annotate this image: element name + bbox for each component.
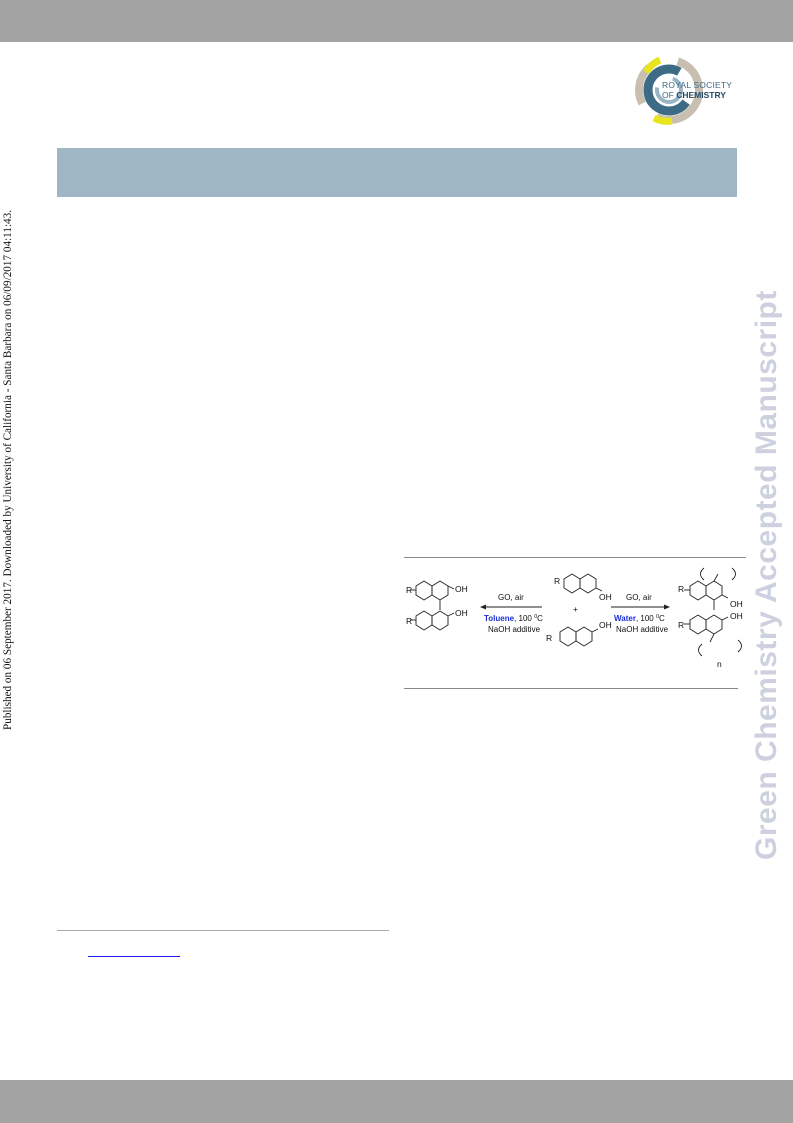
left-product-oh-top: OH xyxy=(455,584,468,594)
left-conditions-temp: , 100 xyxy=(514,614,535,623)
right-product-r-bottom: R xyxy=(678,620,685,630)
right-arrowhead xyxy=(664,605,670,610)
logo-text-bold: CHEMISTRY xyxy=(676,90,726,100)
rsc-logo xyxy=(632,50,744,128)
right-conditions-temp-sup: 0 xyxy=(655,614,660,620)
logo-text-line1: ROYAL SOCIETY xyxy=(662,80,733,90)
reactant-plus: + xyxy=(573,604,578,614)
logo-text-line2 xyxy=(662,90,726,100)
left-conditions-solvent-line xyxy=(484,614,543,623)
top-bar xyxy=(0,0,793,42)
left-conditions-additive: NaOH additive xyxy=(488,625,541,634)
left-product-r-top: R xyxy=(406,585,413,595)
right-conditions-additive: NaOH additive xyxy=(616,625,669,634)
left-conditions-reagents: GO, air xyxy=(498,593,524,602)
left-conditions-temp-sup: 0 xyxy=(534,614,538,620)
footnote-link-underline[interactable] xyxy=(88,956,180,957)
scheme-bottom-rule xyxy=(404,688,738,689)
right-conditions-solvent-line xyxy=(614,614,665,623)
left-product-oh-bottom: OH xyxy=(455,608,468,618)
left-product-r-bottom: R xyxy=(406,616,413,626)
reactant-structure xyxy=(560,574,602,646)
right-conditions-solvent: Water xyxy=(614,614,636,623)
reactant-oh-top: OH xyxy=(599,592,612,602)
left-arrowhead xyxy=(480,605,486,610)
right-product-oh-top: OH xyxy=(730,599,743,609)
reaction-scheme-drawing xyxy=(404,560,746,686)
header-banner xyxy=(57,148,737,197)
reactant-r-bottom: R xyxy=(546,633,553,643)
download-notice: Published on 06 September 2017. Downloaded by University of California - Santa Barbara on 06/09/2017 04:11:43. xyxy=(2,209,14,730)
accepted-manuscript-watermark: Green Chemistry Accepted Manuscript xyxy=(750,290,783,860)
right-conditions-temp: , 100 xyxy=(635,614,656,623)
reaction-scheme xyxy=(404,560,746,686)
right-product-n: n xyxy=(717,659,722,669)
right-product-oh-bottom: OH xyxy=(730,611,743,621)
left-product-structure xyxy=(410,581,454,630)
reactant-r-top: R xyxy=(554,576,561,586)
footnote-rule xyxy=(57,930,389,931)
right-conditions-temp-unit: C xyxy=(659,614,665,623)
reactant-oh-bottom: OH xyxy=(599,620,612,630)
scheme-top-rule xyxy=(404,557,746,558)
right-conditions-reagents: GO, air xyxy=(626,593,652,602)
right-product-r-top: R xyxy=(678,584,685,594)
left-conditions-temp-unit: C xyxy=(537,614,543,623)
bottom-bar xyxy=(0,1080,793,1123)
logo-text-prefix: OF xyxy=(662,90,674,100)
left-conditions-solvent: Toluene xyxy=(484,614,515,623)
